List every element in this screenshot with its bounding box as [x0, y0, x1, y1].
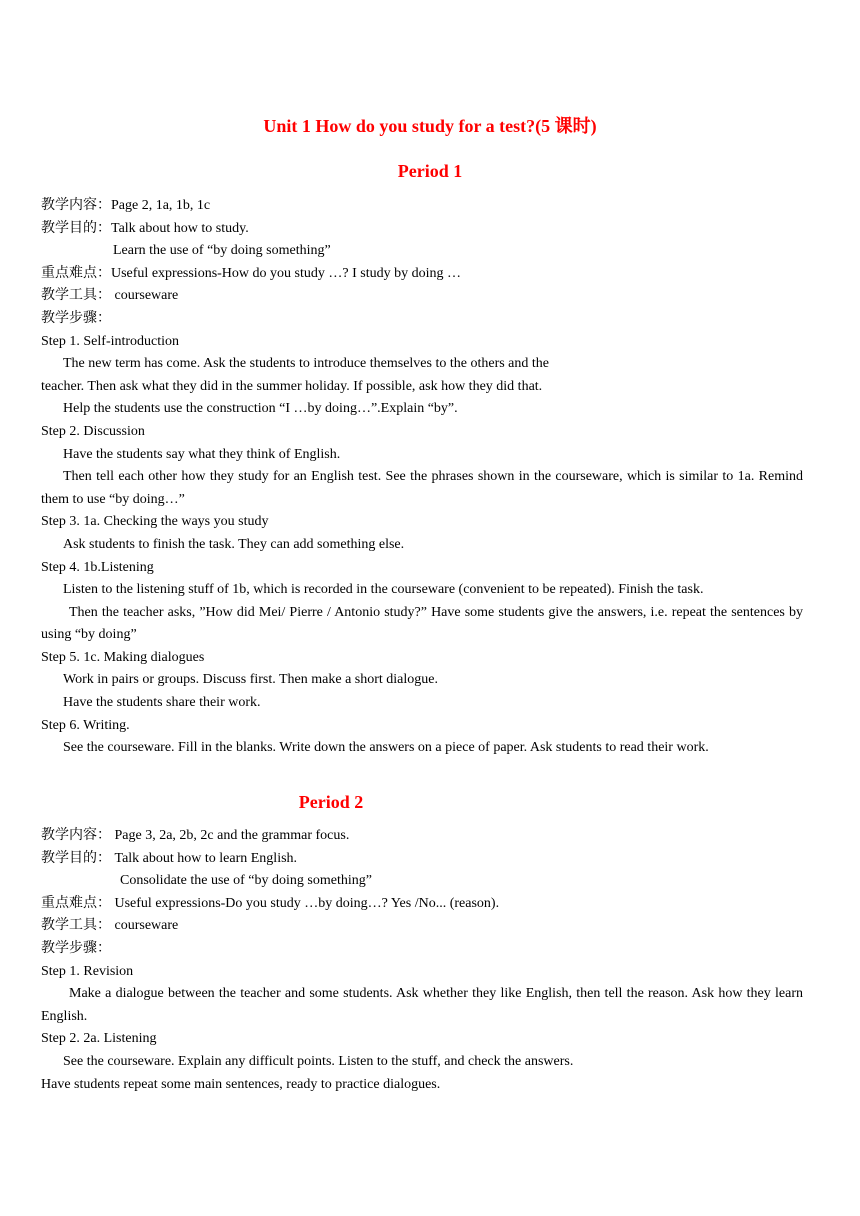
step-heading: Step 2. 2a. Listening [41, 1031, 157, 1047]
step-text: Have the students share their work. [63, 695, 261, 711]
step-text: The new term has come. Ask the students to introduce themselves to the others and the [63, 356, 549, 372]
step-text: Ask students to finish the task. They can add something else. [63, 536, 405, 552]
period-2-heading: Period 2 [298, 792, 364, 812]
tools-line: 教学工具： courseware [41, 918, 179, 934]
key-points-line: 重点难点：Useful expressions-How do you study …? I study by doing … [41, 265, 461, 281]
content-line: 教学内容：Page 2, 1a, 1b, 1c [41, 198, 211, 213]
objective-line: Learn the use of “by doing something” [113, 243, 331, 259]
step-text: Then tell each other how they study for an English test. See the phrases shown in the courseware, which is similar to 1a. Remind them to use “by doing…” [41, 469, 803, 507]
step-text: Work in pairs or groups. Discuss first. Then make a short dialogue. [63, 672, 438, 688]
period-1-heading: Period 1 [397, 161, 463, 181]
objective-line: 教学目的：Talk about how to study. [41, 220, 249, 236]
step-text: Have students repeat some main sentences, ready to practice dialogues. [41, 1076, 441, 1092]
step-text: Have the students say what they think of English. [63, 446, 341, 462]
steps-heading: 教学步骤： [41, 310, 111, 326]
objective-line: Consolidate the use of “by doing something” [120, 873, 372, 889]
step-text: See the courseware. Explain any difficult points. Listen to the stuff, and check the answers. [63, 1053, 574, 1069]
step-text: Listen to the listening stuff of 1b, which is recorded in the courseware (convenient to be repeated). Finish the task. [63, 582, 704, 598]
period-2-content [41, 825, 803, 1096]
content-line: 教学内容： Page 3, 2a, 2b, 2c and the grammar focus. [41, 828, 350, 843]
step-heading: Step 1. Self-introduction [41, 333, 180, 349]
step-text: teacher. Then ask what they did in the summer holiday. If possible, ask how they did that. [41, 378, 543, 394]
step-heading: Step 6. Writing. [41, 717, 130, 733]
step-heading: Step 2. Discussion [41, 423, 145, 439]
tools-line: 教学工具： courseware [41, 288, 179, 304]
objective-line: 教学目的： Talk about how to learn English. [41, 850, 298, 866]
step-heading: Step 4. 1b.Listening [41, 559, 154, 575]
step-heading: Step 5. 1c. Making dialogues [41, 649, 205, 665]
step-text: Make a dialogue between the teacher and some students. Ask whether they like English, then tell the reason. Ask how they learn English. [41, 986, 803, 1024]
step-heading: Step 3. 1a. Checking the ways you study [41, 514, 269, 530]
steps-heading: 教学步骤： [41, 940, 111, 956]
step-heading: Step 1. Revision [41, 963, 134, 979]
step-text: Then the teacher asks, ”How did Mei/ Pierre / Antonio study?” Have some students give the answers, i.e. repeat the sentences by using “by doing” [41, 604, 803, 643]
step-text: Help the students use the construction “I …by doing…”.Explain “by”. [63, 401, 458, 417]
step-text: See the courseware. Fill in the blanks. Write down the answers on a piece of paper. Ask students to read their work. [63, 740, 709, 756]
document-title: Unit 1 How do you study for a test?(5 课时) [263, 116, 597, 136]
period-1-content [41, 195, 803, 760]
key-points-line: 重点难点： Useful expressions-Do you study …by doing…? Yes /No... (reason). [41, 895, 500, 911]
